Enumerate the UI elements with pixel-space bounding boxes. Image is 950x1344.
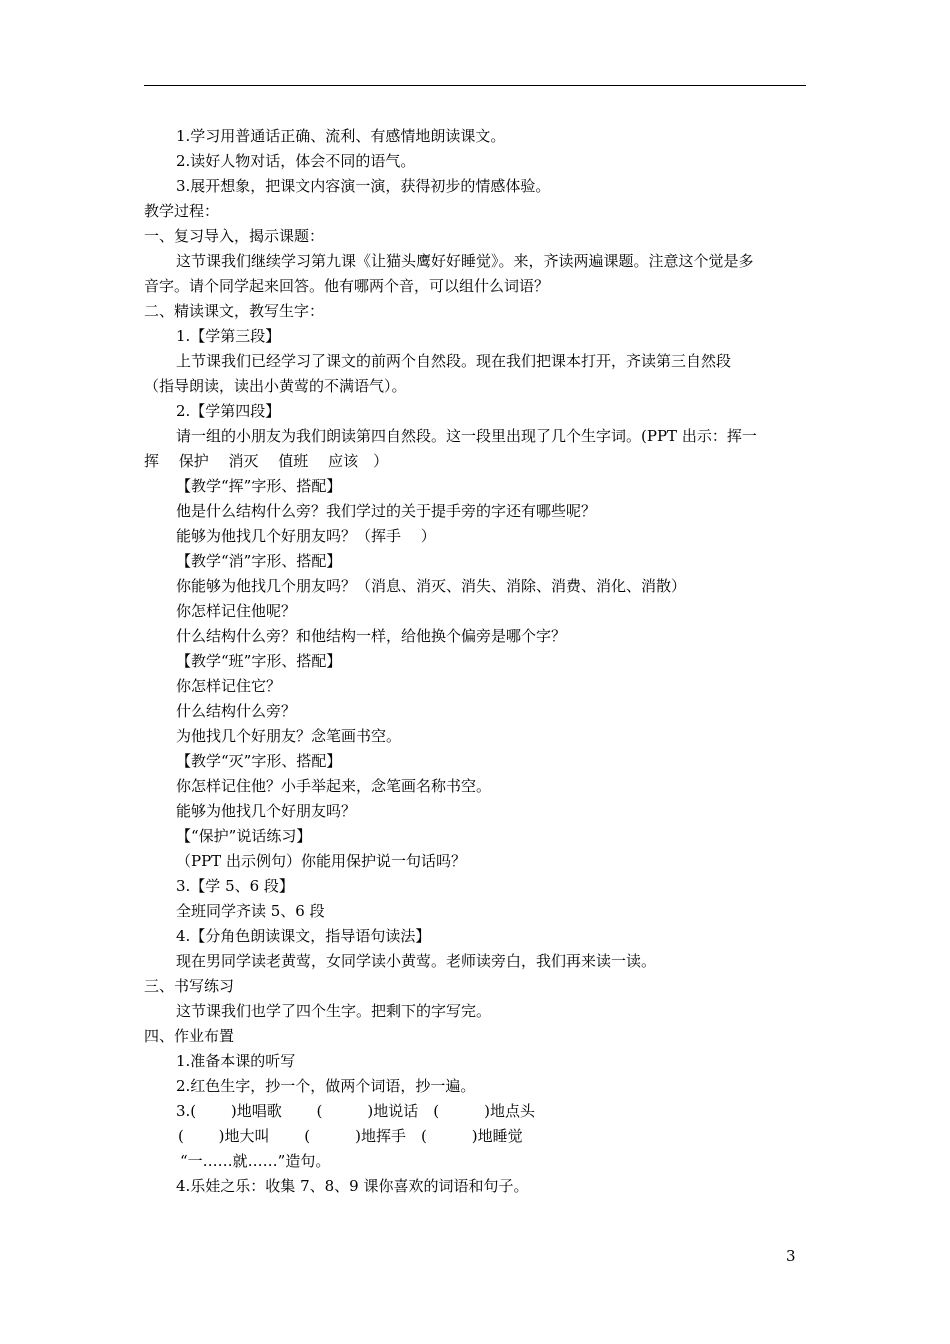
text-line: 2.【学第四段】 xyxy=(176,402,281,420)
text-line: 全班同学齐读 5、6 段 xyxy=(176,902,325,920)
text-line: 1.学习用普通话正确、流利、有感情地朗读课文。 xyxy=(176,127,506,145)
text-line: 音字。请个同学起来回答。他有哪两个音，可以组什么词语？ xyxy=(144,277,550,295)
text-line: 【教学“消”字形、搭配】 xyxy=(176,552,342,570)
text-line: （指导朗读，读出小黄莺的不满语气）。 xyxy=(144,377,407,395)
text-line: 3.展开想象，把课文内容演一演，获得初步的情感体验。 xyxy=(176,177,551,195)
header-rule xyxy=(144,85,806,86)
text-line: 二、精读课文，教写生字： xyxy=(144,302,325,320)
text-line: 这节课我们也学了四个生字。把剩下的字写完。 xyxy=(176,1002,492,1020)
text-line: 能够为他找几个好朋友吗？（挥手 ） xyxy=(176,527,436,545)
text-line: 【教学“灭”字形、搭配】 xyxy=(176,752,342,770)
text-line: 你能够为他找几个朋友吗？（消息、消灭、消失、消除、消费、消化、消散） xyxy=(176,577,687,595)
text-line: 4.乐娃之乐：收集 7、8、9 课你喜欢的词语和句子。 xyxy=(176,1177,529,1195)
text-line: 【教学“挥”字形、搭配】 xyxy=(176,477,342,495)
text-line: 他是什么结构什么旁？我们学过的关于提手旁的字还有哪些呢？ xyxy=(176,502,597,520)
text-line: 1.【学第三段】 xyxy=(176,327,281,345)
text-line: 上节课我们已经学习了课文的前两个自然段。现在我们把课本打开，齐读第三自然段 xyxy=(176,352,732,370)
text-line: 请一组的小朋友为我们朗读第四自然段。这一段里出现了几个生字词。(PPT 出示：挥一 xyxy=(176,427,757,445)
text-line: “一……就……”造句。 xyxy=(180,1152,331,1170)
text-line: （PPT 出示例句）你能用保护说一句话吗？ xyxy=(176,852,466,870)
text-line: 挥 保护 消灭 值班 应该 ） xyxy=(144,452,389,470)
page-number: 3 xyxy=(786,1247,796,1265)
text-line: 2.读好人物对话，体会不同的语气。 xyxy=(176,152,416,170)
text-line: 【教学“班”字形、搭配】 xyxy=(176,652,342,670)
text-line: 3.【学 5、6 段】 xyxy=(176,877,294,895)
text-line: 4.【分角色朗读课文，指导语句读法】 xyxy=(176,927,431,945)
text-line: 2.红色生字，抄一个，做两个词语，抄一遍。 xyxy=(176,1077,476,1095)
text-line: 什么结构什么旁？和他结构一样，给他换个偏旁是哪个字？ xyxy=(176,627,567,645)
text-line: ( )地大叫 ( )地挥手 ( )地睡觉 xyxy=(178,1127,523,1145)
text-line: 你怎样记住他呢？ xyxy=(176,602,297,620)
text-line: 能够为他找几个好朋友吗？ xyxy=(176,802,357,820)
text-line: 现在男同学读老黄莺，女同学读小黄莺。老师读旁白，我们再来读一读。 xyxy=(176,952,657,970)
text-line: 3.( )地唱歌 ( )地说话 ( )地点头 xyxy=(176,1102,535,1120)
text-line: 三、书写练习 xyxy=(144,977,235,995)
text-line: 这节课我们继续学习第九课《让猫头鹰好好睡觉》。来，齐读两遍课题。注意这个觉是多 xyxy=(176,252,754,270)
text-line: 你怎样记住他？小手举起来，念笔画名称书空。 xyxy=(176,777,492,795)
text-line: 【“保护”说话练习】 xyxy=(176,827,312,845)
body-text xyxy=(144,124,808,1199)
text-line: 什么结构什么旁？ xyxy=(176,702,297,720)
text-line: 为他找几个好朋友？念笔画书空。 xyxy=(176,727,402,745)
text-line: 教学过程： xyxy=(144,202,220,220)
text-line: 四、作业布置 xyxy=(144,1027,235,1045)
text-line: 1.准备本课的听写 xyxy=(176,1052,296,1070)
text-line: 你怎样记住它？ xyxy=(176,677,282,695)
text-line: 一、复习导入，揭示课题： xyxy=(144,227,325,245)
